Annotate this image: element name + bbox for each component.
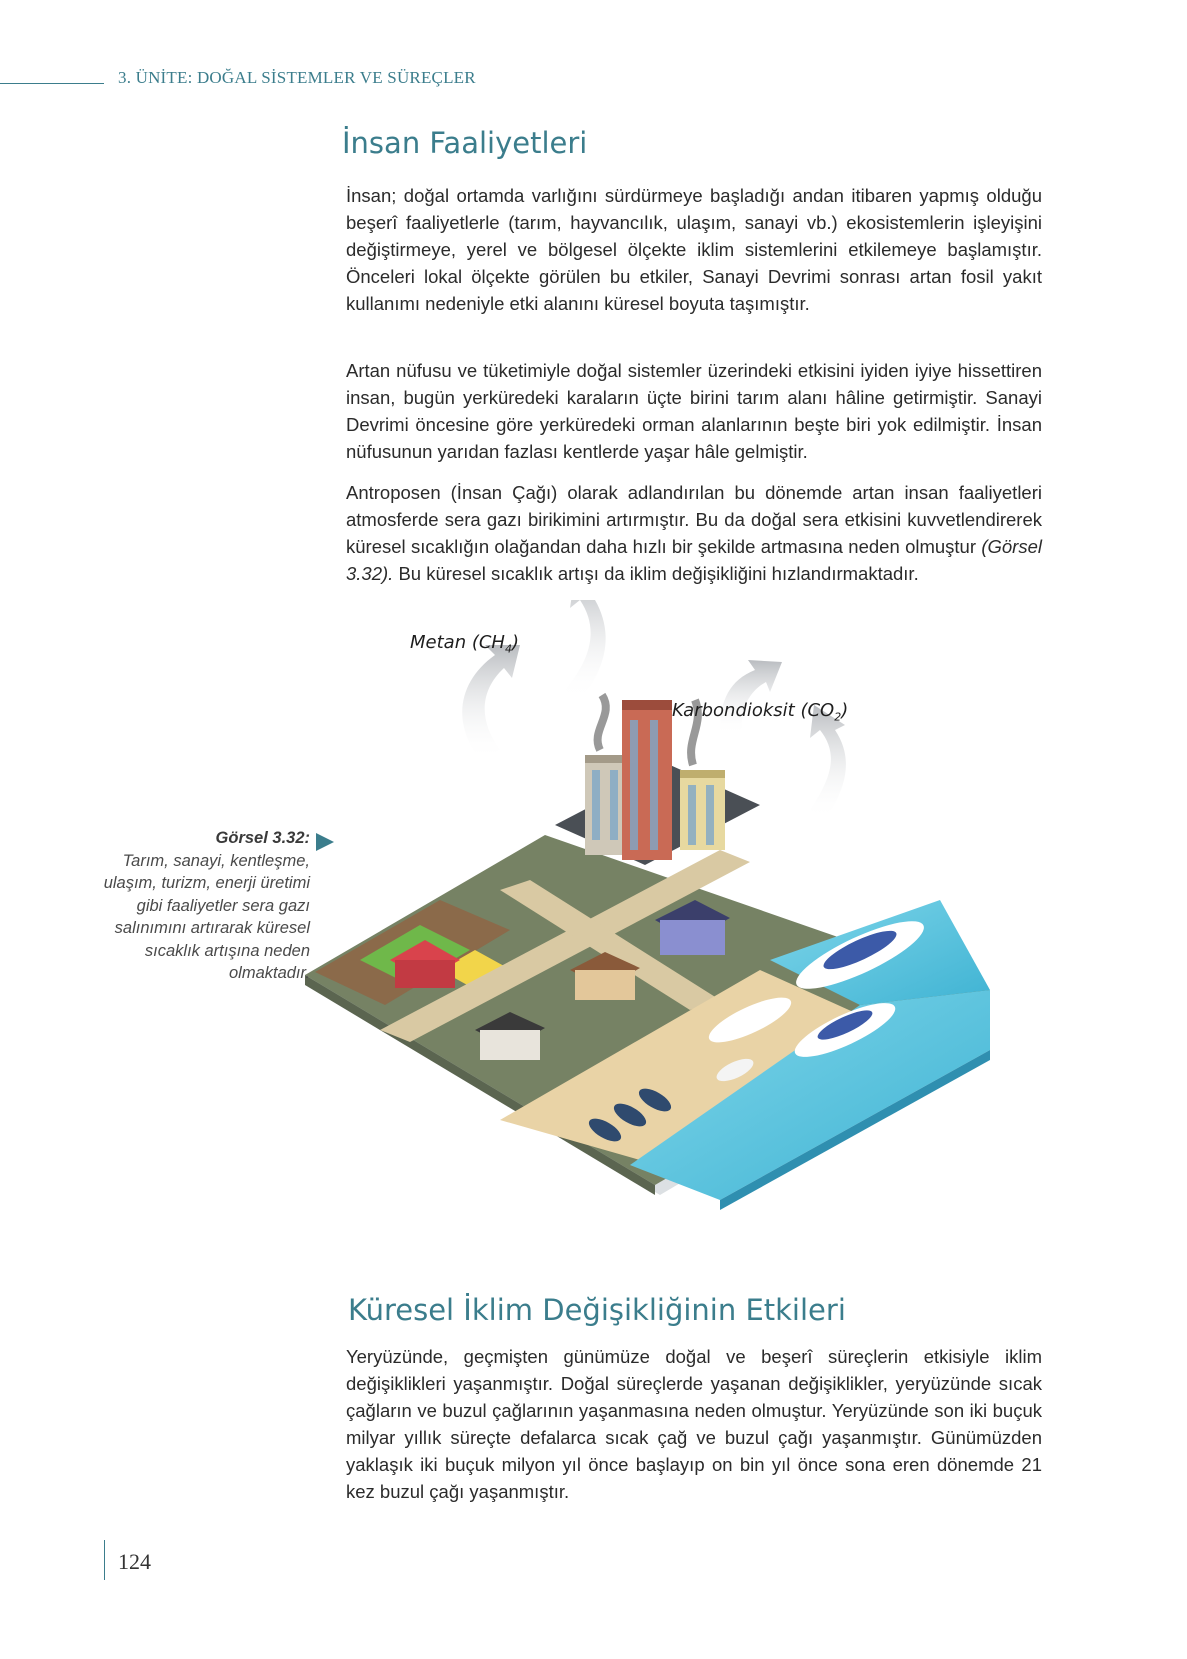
paragraph-4: Yeryüzünde, geçmişten günümüze doğal ve beşerî süreçlerin etkisiyle iklim değişiklikleri yaşanmıştır. Doğal süreçlerde yaşanan değişiklikler, yeryüzünde sıcak çağların ve buzul çağlarının yaşanmasına neden olmuştur. Yeryüzünde son iki buçuk milyar yıllık süreçte defalarca sıcak çağ ve buzul çağı yaşanmıştır. Günümüzden yaklaşık iki buçuk milyon yıl önce başlayıp on bin yıl önce sona eren dönemde 21 kez buzul çağı yaşanmıştır.	[346, 1346, 1042, 1502]
caption-text: Tarım, sanayi, kentleşme, ulaşım, turizm, enerji üretimi gibi faaliyetler sera gazı salınımını artırarak küresel sıcaklık artışına neden olmaktadır.	[103, 851, 310, 982]
figure-reference: (Görsel 3.32).	[346, 536, 1042, 584]
header-rule	[0, 83, 104, 84]
city-illustration	[300, 600, 1080, 1260]
footer-rule	[104, 1540, 105, 1580]
section-title-human-activities: İnsan Faaliyetleri	[342, 126, 588, 160]
carbon-dioxide-label: Karbondioksit $(CO_2)$	[672, 700, 849, 724]
page-number: 124	[118, 1549, 151, 1574]
caption-title: Görsel 3.32:	[215, 829, 310, 847]
methane-label: Metan $(CH_4)$	[410, 632, 519, 656]
section-title-climate-effects: Küresel İklim Değişikliğinin Etkileri	[348, 1293, 846, 1327]
caption-pointer-icon	[316, 833, 336, 851]
figure-caption	[95, 827, 310, 985]
paragraph-3: Antroposen (İnsan Çağı) olarak adlandırılan bu dönemde artan insan faaliyetleri atmosferde sera gazı birikimini artırmıştır. Bu da doğal sera etkisini kuvvetlendirerek küresel sıcaklığın olağandan daha hızlı bir şekilde artmasına neden olmuştur (Görsel 3.32). Bu küresel sıcaklık artışı da iklim değişikliğini hızlandırmaktadır.	[346, 482, 1042, 584]
isometric-ground	[305, 835, 990, 1210]
paragraph-2: Artan nüfusu ve tüketimiyle doğal sistemler üzerindeki etkisini iyiden iyiye hissettiren insan, bugün yerküredeki karaların üçte birini tarım alanı hâline getirmiştir. Sanayi Devrimi öncesine göre yerküredeki orman alanlarının beşte biri yok edilmiştir. İnsan nüfusunun yarıdan fazlası kentlerde yaşar hâle gelmiştir.	[346, 360, 1042, 462]
paragraph-1: İnsan; doğal ortamda varlığını sürdürmeye başladığı andan itibaren yapmış olduğu beşerî faaliyetlerle (tarım, hayvancılık, ulaşım, sanayi vb.) ekosistemlerin işleyişini değiştirmeye, yerel ve bölgesel ölçekte iklim sistemlerini etkilemeye başlamıştır. Önceleri lokal ölçekte görülen bu etkiler, Sanayi Devrimi sonrası artan fosil yakıt kullanımı nedeniyle etki alanını küresel boyuta taşımıştır.	[346, 185, 1042, 314]
unit-header: 3. ÜNİTE: DOĞAL SİSTEMLER VE SÜREÇLER	[118, 68, 476, 87]
